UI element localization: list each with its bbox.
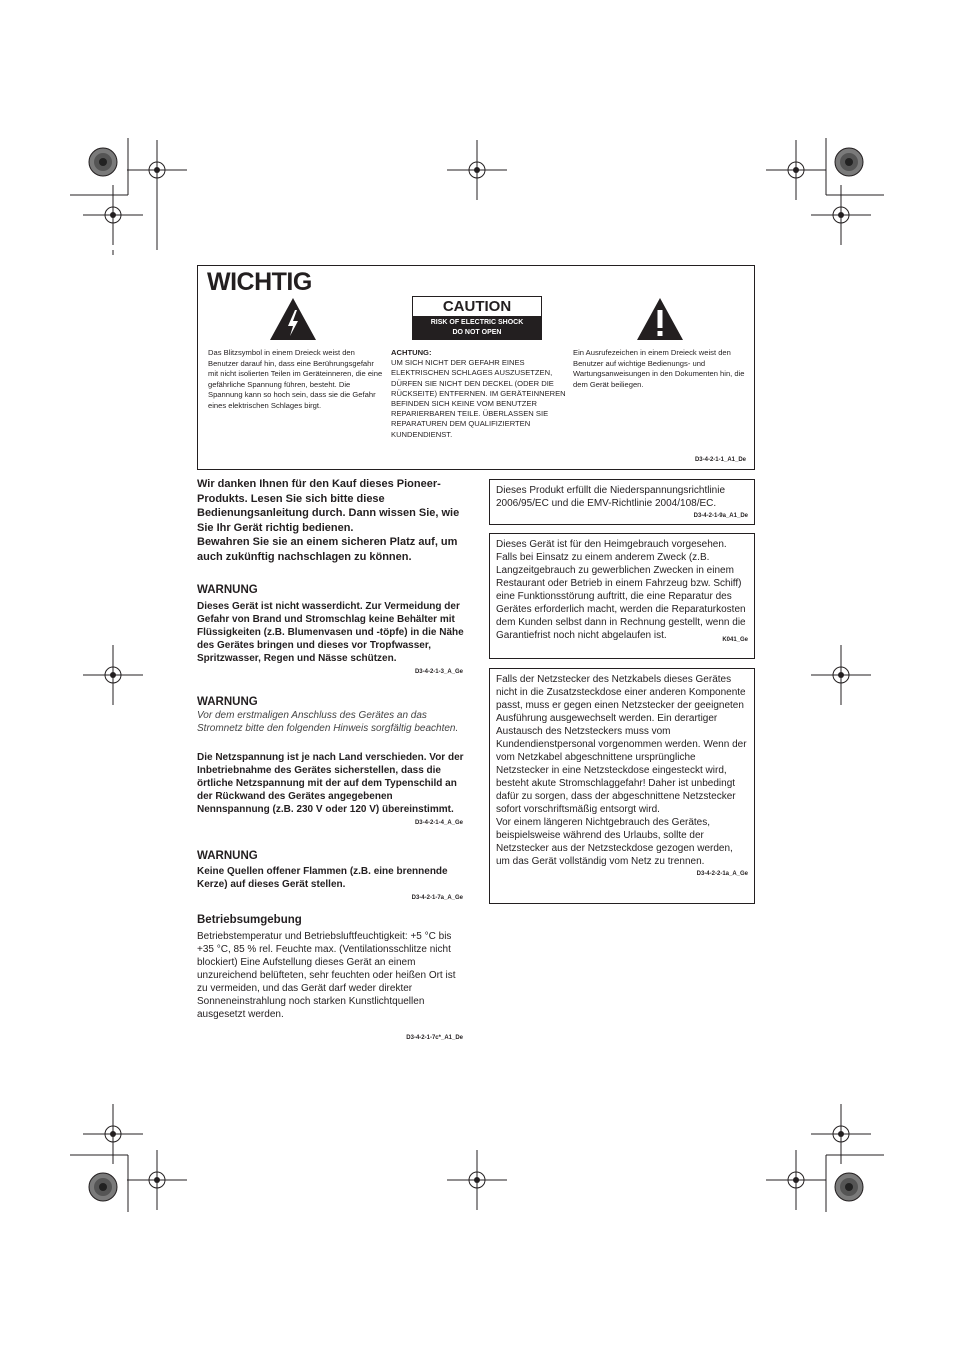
achtung-text: UM SICH NICHT DER GEFAHR EINES ELEKTRISCHEN SCHLAGES AUSZUSETZEN, DÜRFEN SIE NICHT DEN DECKEL (ODER DIE RÜCKSEITE) ENTFERNEN. IM GERÄTEINNEREN BEFINDEN SICH KEINE VOM BENUTZER REPARIERBAREN TEILE. ÜBERLASSEN SIE REPARATUREN DEM QUALIFIZIERTEN KUNDENDIENST. bbox=[391, 358, 566, 439]
star-target-mark bbox=[89, 148, 117, 176]
reference-code: D3-4-2-1-1_A1_De bbox=[694, 457, 746, 463]
betriebsumgebung-text: Betriebstemperatur und Betriebsluftfeuchtigkeit: +5 °C bis +35 °C, 85 % rel. Feuchte max. (Ventilationsschlitze nicht blockiert) Eine Aufstellung dieses Gerät an einem unzureichend belüfteten, sehr feuchten oder heißen Ort ist zu vermeiden, und das Gerät darf weder direkter Sonneneinstrahlung noch starken Kunstlichtquellen ausgesetzt werden. bbox=[197, 931, 456, 1020]
exclamation-description: Ein Ausrufezeichen in einem Dreieck weist den Benutzer auf wichtige Bedienungs- und Wartungsanweisungen in den Dokumenten hin, die dem Gerät beiliegen. bbox=[573, 348, 745, 389]
caution-subtext bbox=[413, 316, 541, 339]
caution-sub-line-1: RISK OF ELECTRIC SHOCK bbox=[430, 319, 524, 326]
reference-code: D3-4-2-1-7c*_A1_De bbox=[406, 1035, 463, 1041]
caution-sub-line-2: DO NOT OPEN bbox=[452, 329, 502, 336]
warnung-text-1: Dieses Gerät ist nicht wasserdicht. Zur Vermeidung der Gefahr von Brand und Stromschlag keine Behälter mit Flüssigkeiten (z.B. Blumenvasen und -töpfe) in die Nähe des Gerätes bringen und dieses vor Tropfwasser, Spritzwasser, Regen und Nässe schützen. bbox=[197, 601, 464, 664]
lightning-triangle-icon bbox=[268, 296, 318, 342]
power-plug-text-1: Falls der Netzstecker des Netzkabels dieses Gerätes nicht in die Zusatzsteckdose einer anderen Komponente passt, muss er gegen einen Netzstecker der geeigneten Ausführung ausgewechselt werden. Ein derartiger Austausch des Netzsteckers muss vom Kundendienstpersonal vorgenommen werden. Wenn der vom Netzkabel abgeschnittene ursprüngliche Netzstecker in eine Netzsteckdose eingesteckt wird, besteht akute Stromschlaggefahr! Daher ist unbedingt dafür zu sorgen, dass der abgeschnittene Netzstecker sofort vorschriftsmäßig entsorgt wird. bbox=[496, 674, 747, 815]
power-plug-text-2: Vor einem längeren Nichtgebrauch des Gerätes, beispielsweise während des Urlaubs, sollte der Netzstecker aus der Netzsteckdose gezogen werden, um das Gerät vollständig vom Netz zu trennen. bbox=[496, 817, 733, 867]
reference-code: D3-4-2-1-4_A_Ge bbox=[414, 820, 463, 826]
compliance-text: Dieses Produkt erfüllt die Niederspannungsrichtlinie 2006/95/EC und die EMV-Richtlinie 2004/108/EC. bbox=[496, 485, 726, 509]
home-use-box bbox=[489, 533, 755, 659]
warnung-heading-1: WARNUNG bbox=[197, 584, 258, 596]
caution-label-panel bbox=[412, 296, 542, 340]
home-use-text: Dieses Gerät ist für den Heimgebrauch vorgesehen. Falls bei Einsatz zu einem anderem Zweck (z.B. Langzeitgebrauch zu gewerblichen Zwecken in einem Restaurant oder Betrieb in einem Fahrzeug bzw. Schiff) eine Funktionsstörung auftritt, die eine Reparatur des Gerätes erforderlich macht, werden die Reparaturkosten dem Kunden selbst dann in Rechnung gestellt, wenn die Garantiefrist noch nicht abgelaufen ist. bbox=[496, 539, 746, 641]
caution-label: CAUTION bbox=[442, 298, 512, 315]
power-plug-box bbox=[489, 668, 755, 904]
warnung-heading-2: WARNUNG bbox=[197, 696, 258, 708]
page-title: WICHTIG bbox=[207, 268, 312, 296]
intro-line-2: Bewahren Sie sie an einem sicheren Platz auf, um auch zukünftig nachschlagen zu können. bbox=[197, 536, 458, 563]
reference-code: D3-4-2-1-3_A_Ge bbox=[414, 669, 463, 675]
betriebsumgebung-heading: Betriebsumgebung bbox=[197, 914, 302, 926]
reference-code: D3-4-2-2-1a_A_Ge bbox=[696, 871, 748, 877]
warnung-heading-3: WARNUNG bbox=[197, 850, 258, 862]
achtung-notice bbox=[391, 348, 566, 440]
lightning-description: Das Blitzsymbol in einem Dreieck weist den Benutzer darauf hin, dass eine Berührungsgefahr mit nicht isolierten Teilen im Geräteinneren, die eine gefährliche Spannung führen, besteht. Die Spannung kann so hoch sein, dass sie die Gefahr eines elektrischen Schlages birgt. bbox=[208, 348, 383, 410]
reference-code: D3-4-2-1-7a_A_Ge bbox=[411, 895, 463, 901]
warnung-text-3: Keine Quellen offener Flammen (z.B. eine brennende Kerze) auf dieses Gerät stellen. bbox=[197, 866, 448, 890]
achtung-title: ACHTUNG: bbox=[391, 348, 432, 357]
warnung-text-2: Die Netzspannung ist je nach Land verschieden. Vor der Inbetriebnahme des Gerätes sicherstellen, dass die örtliche Netzspannung mit der auf dem Typenschild an der Rückwand des Gerätes angegebenen Nennspannung (z.B. 230 V oder 120 V) übereinstimmt. bbox=[197, 752, 464, 815]
reference-code: K041_Ge bbox=[722, 637, 748, 643]
intro-text bbox=[197, 477, 467, 564]
reference-code: D3-4-2-1-9a_A1_De bbox=[693, 513, 748, 519]
wichtig-box bbox=[197, 265, 755, 470]
warnung-italic-2: Vor dem erstmaligen Anschluss des Gerätes an das Stromnetz bitte den folgenden Hinweis sorgfältig beachten. bbox=[197, 710, 459, 734]
exclamation-triangle-icon bbox=[635, 296, 685, 342]
intro-line-1: Wir danken Ihnen für den Kauf dieses Pioneer-Produkts. Lesen Sie sich bitte diese Bedienungsanleitung durch. Dann wissen Sie, wie Sie Ihr Gerät richtig bedienen. bbox=[197, 478, 460, 534]
compliance-box bbox=[489, 479, 755, 525]
